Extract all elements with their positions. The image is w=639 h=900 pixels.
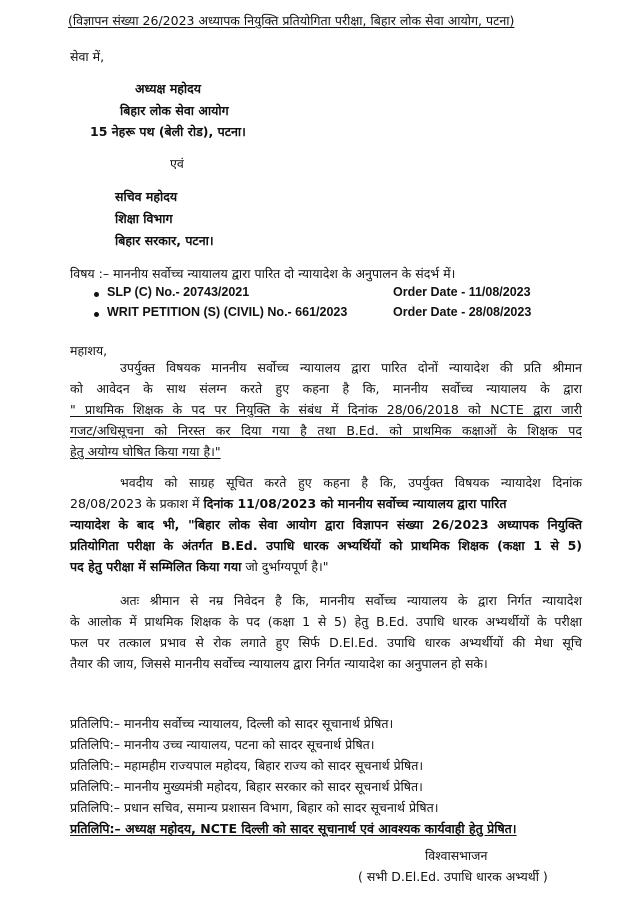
- para2-bold-line: प्रतियोगिता परीक्षा के अंतर्गत B.Ed. उपाधि धारक अभ्यर्थियों को प्राथमिक शिक्षक (कक्षा 1 से 5): [70, 538, 582, 553]
- signoff-signatories: ( सभी D.El.Ed. उपाधि धारक अभ्यर्थी ): [358, 869, 548, 884]
- copy-line: प्रतिलिपि:– प्रधान सचिव, समान्य प्रशासन विभाग, बिहार को सादर सूचनार्थ प्रेषित।: [70, 800, 439, 815]
- copy-line: प्रतिलिपि:– महामहीम राज्यपाल महोदय, बिहार राज्य को सादर सूचनार्थ प्रेषित।: [70, 758, 424, 773]
- copy-line: प्रतिलिपि:– माननीय मुख्यमंत्री महोदय, बिहार सरकार को सादर सूचनार्थ प्रेषित।: [70, 779, 423, 794]
- para2-end-text: जो दुर्भाग्यपूर्ण है।": [245, 559, 329, 574]
- recipient1-title: अध्यक्ष महोदय: [135, 81, 202, 96]
- case-label-2: WRIT PETITION (S) (CIVIL) No.- 661/2023: [107, 305, 348, 319]
- and-conjunction: एवं: [170, 156, 184, 171]
- para1-quote-line: " प्राथमिक शिक्षक के पद पर नियुक्ति के संबंध में दिनांक 28/06/2018 को NCTE द्वारा जारी: [70, 402, 582, 417]
- para2-bold-line: न्यायादेश के बाद भी, "बिहार लोक सेवा आयोग द्वारा विज्ञापन संख्या 26/2023 अध्यापक नियुक्ति: [70, 517, 582, 532]
- para1-quote-line: हेतु अयोग्य घोषित किया गया है।": [70, 444, 221, 459]
- case-date-1: Order Date - 11/08/2023: [393, 285, 531, 299]
- case-label-1: SLP (C) No.- 20743/2021: [107, 285, 250, 299]
- copy-line: प्रतिलिपि:– माननीय सर्वोच्च न्यायालय, दिल्ली को सादर सूचानार्थ प्रेषित।: [70, 716, 394, 731]
- copy-line: प्रतिलिपि:– माननीय उच्च न्यायालय, पटना को सादर सूचनार्थ प्रेषित।: [70, 737, 375, 752]
- document-header: (विज्ञापन संख्या 26/2023 अध्यापक नियुक्ति प्रतियोगिता परीक्षा, बिहार लोक सेवा आयोग, पटना): [68, 13, 515, 28]
- para1-line: को आवेदन के साथ संलग्न करते हुए कहना है कि, माननीय सर्वोच्च न्यायालय के द्वारा: [70, 381, 582, 396]
- greeting: महाशय,: [70, 343, 108, 358]
- signoff-title: विश्वासभाजन: [425, 848, 488, 863]
- recipient1-office: बिहार लोक सेवा आयोग: [120, 103, 229, 118]
- para2-line: [70, 558, 328, 575]
- para3-line: के आलोक में प्राथमिक शिक्षक के पद (कक्षा 1 से 5) हेतु B.Ed. उपाधि धारक अभ्यर्थीयों के परीक्षा: [70, 614, 582, 629]
- subject-line: विषय :– माननीय सर्वोच्च न्यायालय द्वारा पारित दो न्यायादेश के अनुपालन के संदर्भ में।: [70, 266, 456, 281]
- recipient2-office: शिक्षा विभाग: [115, 211, 173, 226]
- para1-line: उपर्युक्त विषयक माननीय सर्वोच्च न्यायालय द्वारा पारित दोनों न्यायादेश की प्रति श्रीमान: [120, 360, 582, 375]
- para3-line: तैयार की जाय, जिससे माननीय सर्वोच्च न्यायालय द्वारा निर्गत न्यायादेश का अनुपालन हो सके।: [70, 656, 488, 671]
- para3-line: फल पर तत्काल प्रभाव से रोक लगाते हुए सिर्फ D.El.Ed. उपाधि धारक अभ्यर्थीयों की मेधा सूचि: [70, 635, 582, 650]
- bullet-icon: [94, 312, 99, 317]
- para2-date-text: 28/08/2023 के प्रकाश में: [70, 496, 200, 511]
- copy-line-emphasis: प्रतिलिपि:– अध्यक्ष महोदय, NCTE दिल्ली को सादर सूचानार्थ एवं आवश्यक कार्यवाही हेतु प्रेषित।: [70, 821, 517, 836]
- recipient2-title: सचिव महोदय: [115, 189, 178, 204]
- case-date-2: Order Date - 28/08/2023: [393, 305, 532, 319]
- para2-bold-text: दिनांक 11/08/2023 को माननीय सर्वोच्च न्यायालय द्वारा पारित: [203, 496, 507, 511]
- para3-line: अतः श्रीमान से नम्र निवेदन है कि, माननीय सर्वोच्च न्यायालय के द्वारा निर्गत न्यायादेश: [120, 593, 582, 608]
- salutation-to: सेवा में,: [70, 49, 105, 64]
- recipient1-address: 15 नेहरू पथ (बेली रोड), पटना।: [90, 124, 246, 139]
- para2-line: [70, 495, 506, 512]
- bullet-icon: [94, 292, 99, 297]
- para2-bold-text: पद हेतु परीक्षा में सम्मिलित किया गया: [70, 559, 242, 574]
- recipient2-address: बिहार सरकार, पटना।: [115, 233, 214, 248]
- para2-line: भवदीय को साग्रह सूचित करते हुए कहना है कि, उपर्युक्त विषयक न्यायादेश दिनांक: [120, 475, 582, 490]
- para1-quote-line: गजट/अधिसूचना को निरस्त कर दिया गया है तथा B.Ed. को प्राथमिक कक्षाओं के शिक्षक पद: [70, 423, 582, 438]
